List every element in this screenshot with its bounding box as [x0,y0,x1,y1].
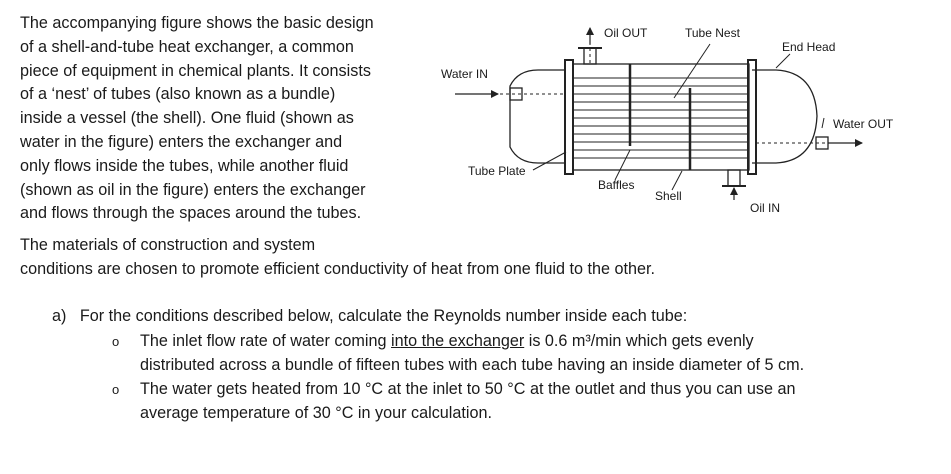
intro-line: of a ‘nest’ of tubes (also known as a bundle) [20,85,336,104]
bullet-line: The water gets heated from 10 °C at the inlet to 50 °C at the outlet and thus you can use an [140,380,796,398]
right-end-head [752,70,817,163]
intro-line: only flows inside the tubes, while another fluid [20,156,349,175]
intro-line: inside a vessel (the shell). One fluid (shown as [20,109,354,128]
label-tube-plate: Tube Plate [468,164,526,178]
bullet-text: The inlet flow rate of water coming [140,332,392,350]
intro-line: water in the figure) enters the exchanger and [20,132,343,151]
label-water-in: Water IN [441,67,488,81]
label-water-out: Water OUT [833,117,894,131]
question-text: For the conditions described below, calculate the Reynolds number inside each tube: [79,307,688,325]
leader-water-out [822,118,824,128]
label-oil-out: Oil OUT [604,26,648,40]
bullet-line: average temperature of 30 °C in your calculation. [140,403,492,422]
underlined-phrase: into the exchanger [391,332,525,350]
bullet-marker: o [112,382,120,397]
leader-tube-plate [533,152,566,170]
tube-plate-left [565,60,573,174]
label-tube-nest: Tube Nest [685,26,740,40]
intro-line: of a shell-and-tube heat exchanger, a common [20,37,354,56]
intro-line: piece of equipment in chemical plants. It consists [20,61,371,80]
question-label: a) [52,307,67,325]
left-head [510,70,565,163]
intro-line: (shown as oil in the figure) enters the exchanger [20,180,366,199]
label-oil-in: Oil IN [750,201,780,215]
intro-line: and flows through the spaces around the tubes. [20,204,362,223]
leader-end-head [776,54,790,68]
tail-line: conditions are chosen to promote efficient conductivity of heat from one fluid to the other. [20,259,655,278]
oil-in-nozzle [728,170,740,186]
bullet-line: distributed across a bundle of fifteen tubes with each tube having an inside diameter of 5 cm. [140,355,805,374]
label-shell: Shell [655,189,682,203]
tail-line: The materials of construction and system [20,236,316,254]
label-baffles: Baffles [598,178,635,192]
intro-line: The accompanying figure shows the basic design [20,14,374,32]
leader-shell [672,171,682,190]
shell-body [573,64,749,170]
tube-bundle [573,78,748,158]
leader-tube-nest [674,44,710,98]
leader-baffles [615,150,630,180]
label-end-head: End Head [782,40,836,54]
bullet-marker: o [112,334,120,349]
bullet-text: is 0.6 m³/min which gets evenly [524,332,754,350]
